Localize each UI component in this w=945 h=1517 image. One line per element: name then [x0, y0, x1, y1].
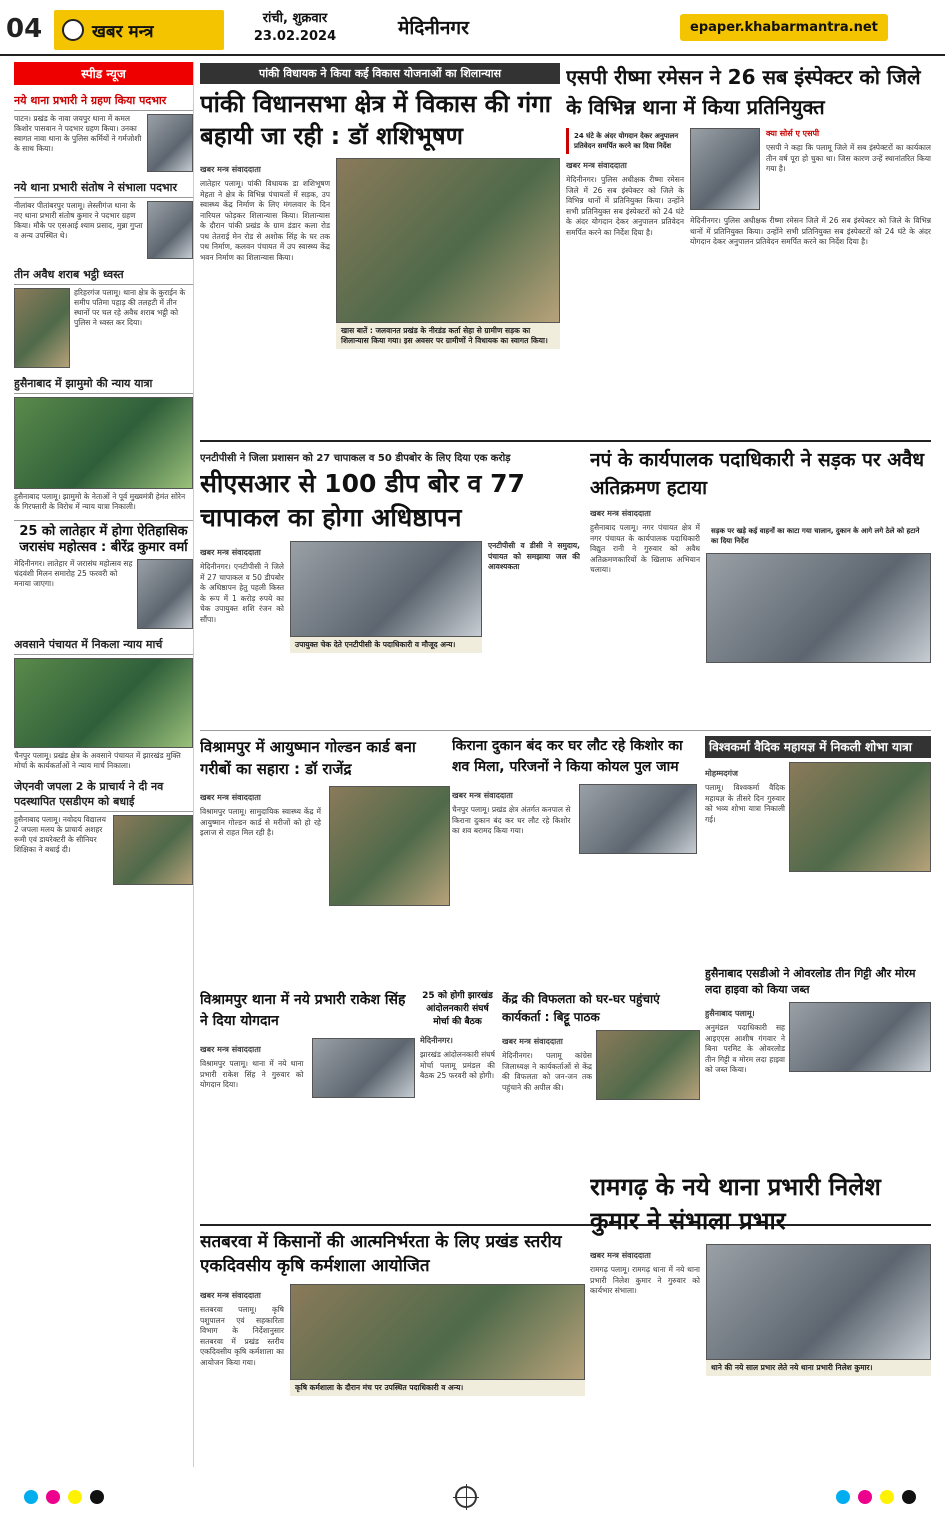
story-body: पलामू। विश्वकर्मा वैदिक महायज्ञ के तीसरे दिन गुरुवार को भव्य शोभा यात्रा निकाली गई।	[705, 783, 785, 824]
news-photo	[789, 762, 931, 872]
story-headline: 25 को होगी झारखंड आंदोलनकारी संघर्ष मोर्चा की बैठक	[422, 991, 493, 1027]
story-headline: किराना दुकान बंद कर घर लौट रहे किशोर का शव मिला, परिजनों ने किया कोयल पुल जाम	[452, 738, 683, 775]
divider	[200, 440, 931, 442]
story-ayushman	[200, 736, 450, 986]
news-photo	[147, 201, 193, 259]
photo-caption: कृषि कर्मशाला के दौरान मंच पर उपस्थित पदाधिकारी व अन्य।	[290, 1380, 585, 1396]
news-photo	[147, 114, 193, 172]
news-photo	[789, 1002, 931, 1072]
story-headline: विश्रामपुर थाना में नये प्रभारी राकेश सिंह ने दिया योगदान	[200, 992, 406, 1029]
story-body: मेदिनीनगर। पुलिस अधीक्षक रीष्मा रमेसन जिले में 26 सब इंस्पेक्टर को जिले के विभिन्न थानों में प्रतिनियुक्त किया। उन्होंने सभी प्रतिनियुक्त सब इंस्पेक्टरों को 24 घंटे के अंदर योगदान देकर अनुपालन प्रतिवेदन समर्पित करने का निर्देश दिया है।	[566, 175, 684, 237]
left-item-head: नये थाना प्रभारी संतोष ने संभाला पदभार	[14, 178, 193, 198]
news-photo	[14, 658, 193, 748]
story-ntpc-csr	[200, 446, 580, 726]
story-byline: खबर मन्त्र संवाददाता	[200, 793, 261, 802]
story-byline: मेदिनीनगर।	[420, 1036, 453, 1045]
brand-name: खबर मन्त्र	[92, 21, 154, 42]
divider	[200, 730, 931, 731]
dateline	[240, 10, 350, 46]
story-byline: खबर मन्त्र संवाददाता	[200, 1291, 261, 1300]
story-body: विश्रामपुर पलामू। थाना में नये थाना प्रभारी राकेश सिंह ने गुरुवार को योगदान दिया।	[200, 1059, 304, 1089]
story-body: अनुमंडल पदाधिकारी सह आइएएस आशीष गंगवार ने बिना परमिट के ओवरलोड तीन गिट्टी व मोरम लदा हाइवा को जब्त किया।	[705, 1023, 785, 1074]
story-byline: खबर मन्त्र संवाददाता	[200, 165, 261, 174]
story-headline: एसपी रीष्मा रमेसन ने 26 सब इंस्पेक्टर को जिले के विभिन्न थाना में किया प्रतिनियुक्त	[566, 65, 921, 119]
left-item-body: नीलांबर पीतांबरपुर पलामू। लेस्लीगंज थाना के नए थाना प्रभारी संतोष कुमार ने पदभार ग्रहण किया। मौके पर एसआई श्याम प्रसाद, मुन्ना गुप्ता व अन्य उपस्थित थे।	[14, 201, 143, 240]
news-photo	[579, 784, 698, 854]
story-vishrampur-oc	[200, 990, 415, 1220]
news-photo	[706, 1244, 931, 1360]
magenta-dot-icon	[858, 1490, 872, 1504]
left-item-body: पाटन। प्रखंड के नावा जयपुर थाना में कमल किशोर पासवान ने पदभार ग्रहण किया। उनका स्वागत नावा थाना के पुलिस कर्मियों ने गर्मजोशी के साथ किया।	[14, 114, 142, 153]
story-byline: खबर मन्त्र संवाददाता	[590, 1251, 651, 1260]
news-photo	[137, 559, 193, 629]
news-photo	[14, 397, 193, 489]
yellow-dot-icon	[880, 1490, 894, 1504]
news-photo	[329, 786, 450, 906]
registration-mark-icon	[455, 1486, 477, 1508]
left-feature-body: मेदिनीनगर। लातेहार में जरासंघ महोत्सव सह चंदवंशी मिलन समारोह 25 फरवरी को मनाया जाएगा।	[14, 559, 133, 588]
left-column	[14, 62, 194, 1467]
story-byline: खबर मन्त्र संवाददाता	[502, 1037, 563, 1046]
place-day: रांची, शुक्रवार	[262, 11, 328, 26]
page-number: 04	[6, 14, 43, 44]
sp-portrait-photo	[690, 128, 760, 210]
story-kicker: एनटीपीसी ने जिला प्रशासन को 27 चापाकल व 50 डीपबोर के लिए दिया एक करोड़	[200, 450, 511, 464]
left-item-head: हुसैनाबाद में झामुमो की न्याय यात्रा	[14, 374, 193, 394]
story-headline: केंद्र की विफलता को घर-घर पहुंचाएं कार्यकर्ता : बिट्टू पाठक	[502, 992, 660, 1024]
story-body: रामगढ़ पलामू। रामगढ़ थाना में नये थाना प्रभारी निलेश कुमार ने गुरुवार को कार्यभार संभाला।	[590, 1265, 700, 1295]
news-photo	[312, 1038, 416, 1098]
story-kishor-body-found	[452, 736, 697, 986]
left-feature-head: 25 को लातेहार में होगा ऐतिहासिक जरासंघ महोत्सव : बीरेंद्र कुमार वर्मा	[14, 520, 193, 556]
story-kicker: पांकी विधायक ने किया कई विकास योजनाओं का शिलान्यास	[200, 63, 560, 84]
story-krishi-karmshala	[200, 1230, 585, 1475]
story-byline: खबर मन्त्र संवाददाता	[452, 791, 513, 800]
news-photo	[290, 541, 482, 637]
story-body: लातेहार पलामू। पांकी विधायक डा शशिभूषण मेहता ने क्षेत्र के विभिन्न पंचायतों में सड़क, उप स्वास्थ्य केंद्र निर्माण के लिए मंगलवार के दिन नारियल फोड़कर शिलान्यास किया। शिलान्यास के दौरान पांकी प्रखंड के ग्राम डंडार कला रोड पथ तेतराई मेन रोड से अशोक सिंह के घर तक पथ निर्माण, कलवन पंचायत में उप स्वास्थ्य केंद्र भवन निर्माण का शिलान्यास किया।	[200, 179, 330, 262]
brand-logo-icon	[62, 19, 84, 41]
story-body: हुसैनाबाद पलामू। नगर पंचायत क्षेत्र में नगर पंचायत के कार्यपालक पदाधिकारी विद्युत रानी ने गुरुवार को अवैध अतिक्रमणकारियों के खिलाफ अभियान चलाया।	[590, 523, 700, 574]
photo-caption: उपायुक्त चेक देते एनटीपीसी के पदाधिकारी व मौजूद अन्य।	[290, 637, 482, 653]
left-item-body: हुसैनाबाद पलामू। झामुमो के नेताओं ने पूर्व मुख्यमंत्री हेमंत सोरेन के गिरफ्तारी के विरोध में न्याय यात्रा निकाली।	[14, 492, 186, 511]
story-byline: खबर मन्त्र संवाददाता	[200, 1045, 261, 1054]
black-dot-icon	[90, 1490, 104, 1504]
story-headline: विश्रामपुर में आयुष्मान गोल्डन कार्ड बना गरीबों का सहारा : डॉ राजेंद्र	[200, 738, 416, 778]
story-sidebar: एनटीपीसी व डीसी ने समुदाय, पंचायत को समझाया जल की आवश्यकता	[488, 541, 580, 571]
photo-caption: खास बातें : जलवानत प्रखंड के नीरडंड कर्ता सेहा से ग्रामीण सड़क का शिलान्यास किया गया। इस अवसर पर ग्रामीणों ने विधायक का स्वागत किया।	[336, 323, 560, 349]
story-headline: सीएसआर से 100 डीप बोर व 77 चापाकल का होगा अधिष्ठापन	[200, 469, 525, 532]
news-photo	[14, 288, 70, 368]
story-headline: नपं के कार्यपालक पदाधिकारी ने सड़क पर अवैध अतिक्रमण हटाया	[590, 449, 925, 499]
news-photo	[336, 158, 560, 323]
story-byline: खबर मन्त्र संवाददाता	[200, 548, 261, 557]
story-body: झारखंड आंदोलनकारी संघर्ष मोर्चा पलामू प्रमंडल की बैठक 25 फरवरी को होगी।	[420, 1050, 495, 1080]
photo-caption: थाने की नये साल प्रभार लेते नये थाना प्रभारी निलेश कुमार।	[706, 1360, 931, 1376]
left-item-body: चैनपुर पलामू। प्रखंड क्षेत्र के अवसाने पंचायत में झारखंड मुक्ति मोर्चा के कार्यकर्ताओं ने न्याय मार्च निकाला।	[14, 751, 181, 770]
story-body: सतबरवा पलामू। कृषि पशुपालन एवं सहकारिता विभाग के निर्देशानुसार सतबरवा में प्रखंड स्तरीय एकदिवसीय कृषि कर्मशाला का आयोजन किया गया।	[200, 1305, 284, 1367]
cyan-dot-icon	[836, 1490, 850, 1504]
story-headline: हुसैनाबाद एसडीओ ने ओवरलोड तीन गिट्टी और मोरम लदा हाइवा को किया जब्त	[705, 967, 916, 996]
story-note: 24 घंटे के अंदर योगदान देकर अनुपालन प्रतिवेदन समर्पित करने का दिया निर्देश	[566, 128, 684, 154]
cyan-dot-icon	[24, 1490, 38, 1504]
story-vishwakarma-yatra	[705, 736, 931, 961]
story-ramgarh-oc	[590, 1170, 931, 1475]
story-sp-transfers	[566, 62, 931, 437]
brand-box	[54, 10, 224, 50]
news-photo	[290, 1284, 585, 1380]
story-note: सड़क पर खड़े कई वाहनों का काटा गया चालान, दुकान के आगे लगे ठेले को हटाने का दिया निर्देश	[706, 523, 931, 549]
story-encroachment	[590, 446, 931, 726]
news-photo	[706, 553, 931, 663]
section-title: मेदिनीनगर	[398, 17, 469, 39]
story-byline: खबर मन्त्र संवाददाता	[566, 161, 627, 170]
story-body: विश्रामपुर पलामू। सामुदायिक स्वास्थ्य केंद्र में आयुष्मान गोल्डन कार्ड से मरीजों को हो रहे इलाज से राहत मिल रही है।	[200, 807, 321, 837]
left-item-head: जेएनवी जपला 2 के प्राचार्य ने दी नव पदस्थापित एसडीएम को बधाई	[14, 777, 193, 812]
left-item-head: तीन अवैध शराब भट्ठी ध्वस्त	[14, 265, 193, 285]
magenta-dot-icon	[46, 1490, 60, 1504]
story-headline: रामगढ़ के नये थाना प्रभारी निलेश कुमार ने संभाला प्रभार	[590, 1173, 881, 1235]
story-headline: पांकी विधानसभा क्षेत्र में विकास की गंगा बहायी जा रही : डॉ शशिभूषण	[200, 90, 551, 150]
story-andolankari-meeting	[420, 990, 495, 1220]
story-headline: विश्वकर्मा वैदिक महायज्ञ में निकली शोभा यात्रा	[705, 736, 931, 758]
story-body: मेदिनीनगर। एनटीपीसी ने जिले में 27 चापाकल व 50 डीपबोर के अधिष्ठापन हेतु पहली किस्त के रूप में 1 करोड़ रुपये का चेक उपायुक्त शशि रंजन को सौंपा।	[200, 562, 284, 624]
speed-news-label: स्पीड न्यूज	[14, 62, 193, 85]
print-registration-bar	[0, 1480, 945, 1516]
left-item-body: हुसैनाबाद पलामू। नवोदय विद्यालय 2 जपला मलय के प्राचार्य अशहर रूमी एवं डायरेक्टरी के सीनियर शिक्षिका ने बधाई दी।	[14, 815, 106, 854]
masthead	[0, 0, 945, 56]
story-panki	[200, 62, 560, 437]
epaper-link[interactable]: epaper.khabarmantra.net	[680, 14, 888, 41]
story-sdo-seizure	[705, 966, 931, 1181]
story-body-continued: मेदिनीनगर। पुलिस अधीक्षक रीष्मा रमेसन जिले में 26 सब इंस्पेक्टर को जिले के विभिन्न थानों में प्रतिनियुक्त किया। उन्होंने सभी प्रतिनियुक्त सब इंस्पेक्टरों को 24 घंटे के अंदर योगदान देकर अनुपालन प्रतिवेदन समर्पित करने का निर्देश दिया है।	[690, 216, 931, 246]
story-headline: सतबरवा में किसानों की आत्मनिर्भरता के लिए प्रखंड स्तरीय एकदिवसीय कृषि कर्मशाला आयोजित	[200, 1232, 562, 1276]
story-body: चैनपुर पलामू। प्रखंड क्षेत्र अंतर्गत कनपाल से किराना दुकान बंद कर घर लौट रहे किशोर का शव बरामद किया गया।	[452, 805, 571, 835]
left-item-head: नये थाना प्रभारी ने ग्रहण किया पदभार	[14, 91, 193, 111]
left-item-body: हरिहरगंज पलामू। थाना क्षेत्र के कुराईन के समीप पतिमा पहाड़ की तलहटी में तीन स्थानों पर चल रहे अवैध शराब भट्ठी को पुलिस ने ध्वस्त कर दिया।	[74, 288, 186, 327]
story-byline: खबर मन्त्र संवाददाता	[590, 509, 651, 518]
news-photo	[113, 815, 193, 885]
issue-date: 23.02.2024	[253, 29, 337, 44]
black-dot-icon	[902, 1490, 916, 1504]
quote-label: क्या सोर्स ए एसपी	[766, 129, 820, 138]
news-photo	[596, 1030, 700, 1100]
yellow-dot-icon	[68, 1490, 82, 1504]
story-body: मेदिनीनगर। पलामू कांग्रेस जिलाध्यक्ष ने कार्यकर्ताओं से केंद्र की विफलता को जन-जन तक पहुंचाने की अपील की।	[502, 1051, 592, 1092]
story-byline: हुसैनाबाद पलामू।	[705, 1009, 755, 1018]
quote-text: एसपी ने कहा कि पलामू जिले में सब इंस्पेक्टरों का कार्यकाल तीन वर्ष पूरा हो चुका था। जिस कारण उन्हें स्थानांतरित किया गया है।	[766, 143, 931, 173]
left-item-head: अवसाने पंचायत में निकला न्याय मार्च	[14, 635, 193, 655]
story-byline: मोहम्मदगंज	[705, 769, 738, 778]
